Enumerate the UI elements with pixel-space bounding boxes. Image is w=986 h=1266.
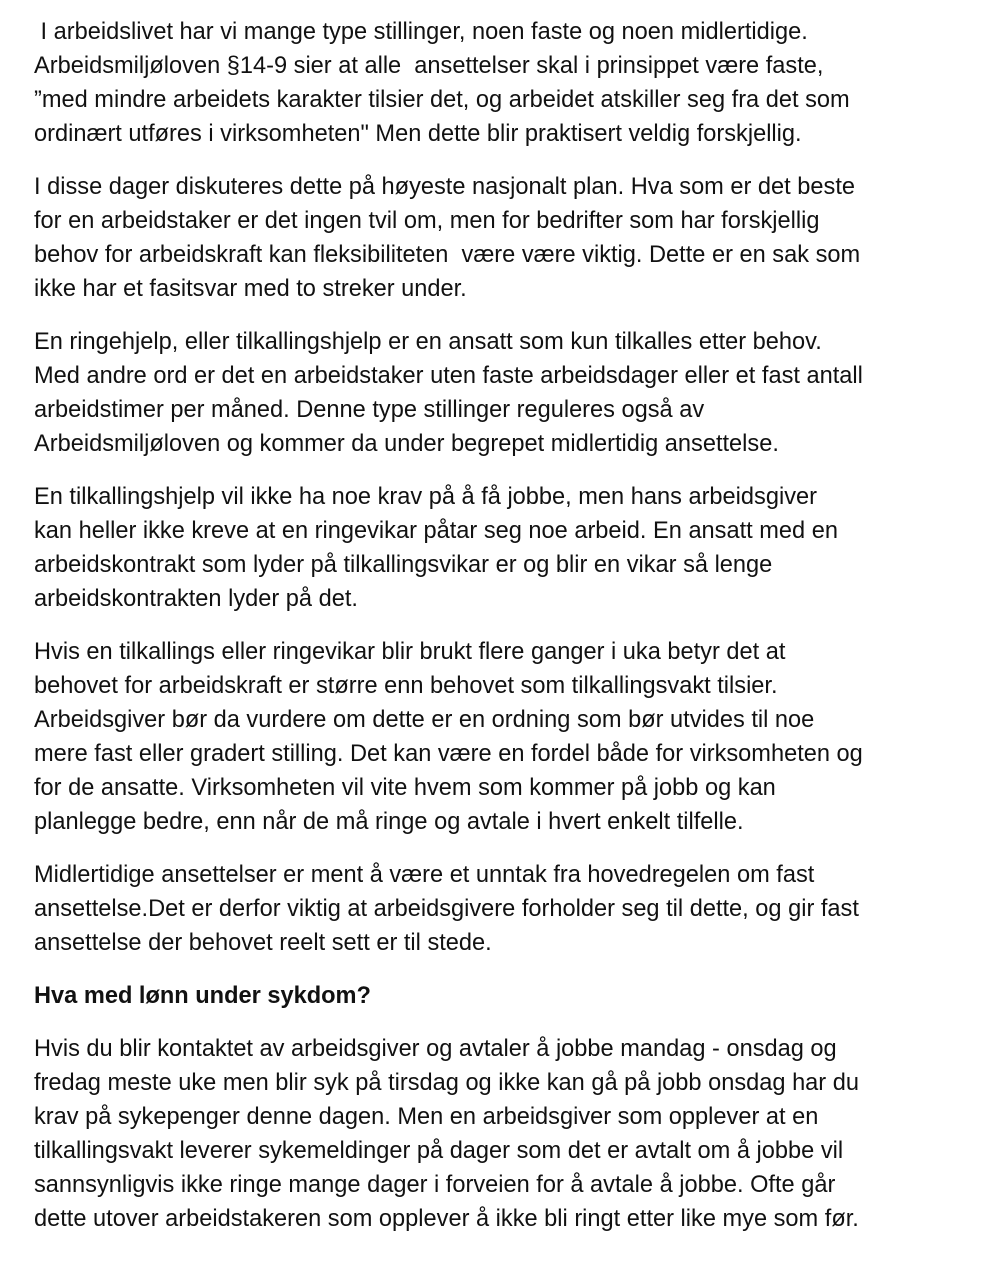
- text-line: Midlertidige ansettelser er ment å være et unntak fra hovedregelen om fast: [34, 862, 815, 888]
- text-line: behovet for arbeidskraft er større enn behovet som tilkallingsvakt tilsier.: [34, 673, 778, 699]
- text-line: En tilkallingshjelp vil ikke ha noe krav på å få jobbe, men hans arbeidsgiver: [34, 484, 817, 510]
- paragraph-6: [34, 858, 956, 960]
- text-line: I arbeidslivet har vi mange type stillinger, noen faste og noen midlertidige.: [34, 19, 808, 45]
- text-line: behov for arbeidskraft kan fleksibiliteten være være viktig. Dette er en sak som: [34, 242, 861, 268]
- text-line: Hvis en tilkallings eller ringevikar blir brukt flere ganger i uka betyr det at: [34, 639, 786, 665]
- text-line: for de ansatte. Virksomheten vil vite hvem som kommer på jobb og kan: [34, 775, 776, 801]
- text-line: En ringehjelp, eller tilkallingshjelp er en ansatt som kun tilkalles etter behov.: [34, 329, 822, 355]
- text-line: fredag meste uke men blir syk på tirsdag og ikke kan gå på jobb onsdag har du: [34, 1070, 859, 1096]
- paragraph-1: [34, 15, 956, 151]
- text-line: Arbeidsgiver bør da vurdere om dette er en ordning som bør utvides til noe: [34, 707, 815, 733]
- text-line: sannsynligvis ikke ringe mange dager i forveien for å avtale å jobbe. Ofte går: [34, 1172, 836, 1198]
- text-line: ansettelse.Det er derfor viktig at arbeidsgivere forholder seg til dette, og gir fast: [34, 896, 859, 922]
- paragraph-2: [34, 170, 956, 306]
- text-line: I disse dager diskuteres dette på høyeste nasjonalt plan. Hva som er det beste: [34, 174, 856, 200]
- text-line: planlegge bedre, enn når de må ringe og avtale i hvert enkelt tilfelle.: [34, 809, 744, 835]
- paragraph-3: [34, 325, 956, 461]
- text-line: krav på sykepenger denne dagen. Men en arbeidsgiver som opplever at en: [34, 1104, 819, 1130]
- text-line: ”med mindre arbeidets karakter tilsier det, og arbeidet atskiller seg fra det som: [34, 87, 850, 113]
- text-line: Arbeidsmiljøloven §14-9 sier at alle ansettelser skal i prinsippet være faste,: [34, 53, 824, 79]
- text-line: Hvis du blir kontaktet av arbeidsgiver og avtaler å jobbe mandag - onsdag og: [34, 1036, 837, 1062]
- text-line: ikke har et fasitsvar med to streker under.: [34, 276, 467, 302]
- paragraph-4: [34, 480, 956, 616]
- text-line: for en arbeidstaker er det ingen tvil om, men for bedrifter som har forskjellig: [34, 208, 820, 234]
- text-line: mere fast eller gradert stilling. Det kan være en fordel både for virksomheten og: [34, 741, 863, 767]
- paragraph-5: [34, 635, 956, 839]
- text-line: ansettelse der behovet reelt sett er til stede.: [34, 930, 492, 956]
- text-line: arbeidskontrakt som lyder på tilkallingsvikar er og blir en vikar så lenge: [34, 552, 773, 578]
- section-heading: Hva med lønn under sykdom?: [34, 983, 371, 1009]
- text-line: Med andre ord er det en arbeidstaker uten faste arbeidsdager eller et fast antall: [34, 363, 863, 389]
- text-line: arbeidskontrakten lyder på det.: [34, 586, 358, 612]
- text-line: ordinært utføres i virksomheten" Men dette blir praktisert veldig forskjellig.: [34, 121, 802, 147]
- paragraph-7: [34, 1032, 956, 1236]
- text-line: kan heller ikke kreve at en ringevikar påtar seg noe arbeid. En ansatt med en: [34, 518, 838, 544]
- text-line: Arbeidsmiljøloven og kommer da under begrepet midlertidig ansettelse.: [34, 431, 779, 457]
- text-line: arbeidstimer per måned. Denne type stillinger reguleres også av: [34, 397, 705, 423]
- text-line: tilkallingsvakt leverer sykemeldinger på dager som det er avtalt om å jobbe vil: [34, 1138, 844, 1164]
- text-line: dette utover arbeidstakeren som opplever å ikke bli ringt etter like mye som før.: [34, 1206, 859, 1232]
